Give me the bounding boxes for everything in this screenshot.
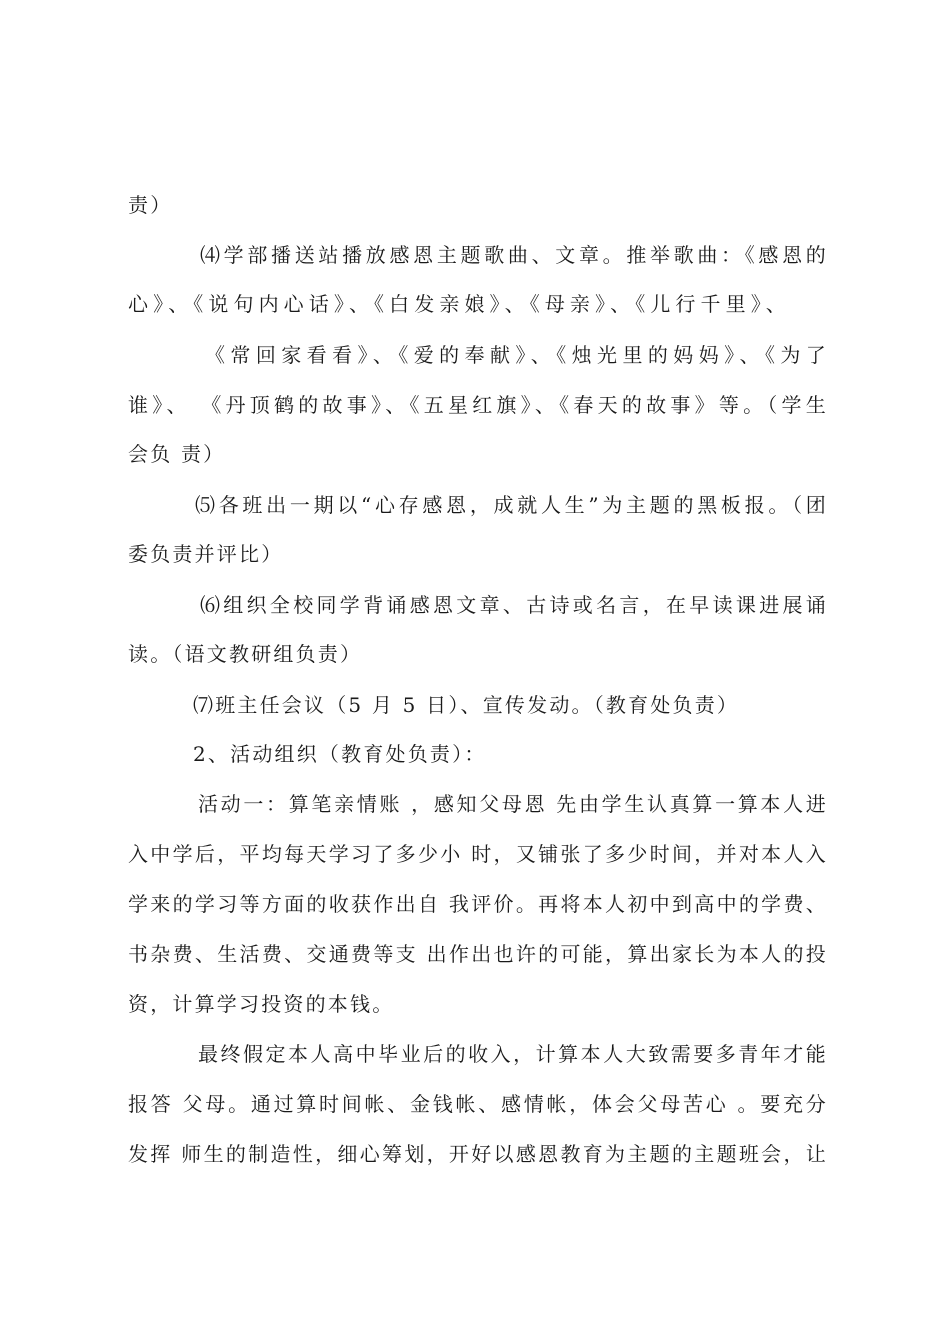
text-line: 最终假定本人高中毕业后的收入，计算本人大致需要多青年才能 <box>198 1042 828 1066</box>
text-line: 入中学后，平均每天学习了多少小 时，又铺张了多少时间，并对本人入 <box>128 842 828 866</box>
text-line: 责） <box>128 193 173 217</box>
text-line: 学来的学习等方面的收获作出自 我评价。再将本人初中到高中的学费、 <box>128 892 828 916</box>
text-line: 报答 父母。通过算时间帐、金钱帐、感情帐，体会父母苦心 。要充分 <box>128 1092 828 1116</box>
text-line: 《常回家看看》、《爱的奉献》、《烛光里的妈妈》、《为了 <box>205 343 828 367</box>
text-line: 发挥 师生的制造性，细心筹划，开好以感恩教育为主题的主题班会，让 <box>128 1142 828 1166</box>
text-line: 心》、《说句内心话》、《白发亲娘》、《母亲》、《儿行千里》、 <box>128 292 788 316</box>
text-line: ⑺班主任会议（5 月 5 日）、宣传发动。（教育处负责） <box>193 693 740 717</box>
text-line: ⑷学部播送站播放感恩主题歌曲、文章。推举歌曲：《感恩的 <box>200 243 828 267</box>
text-line: ⑹组织全校同学背诵感恩文章、古诗或名言，在早读课进展诵 <box>200 593 828 617</box>
text-line: 会负 责） <box>128 442 226 466</box>
text-line: 读。（语文教研组负责） <box>128 642 363 666</box>
text-line: 资，计算学习投资的本钱。 <box>128 992 395 1016</box>
text-line: 活动一：算笔亲情账 ，感知父母恩 先由学生认真算一算本人进 <box>198 792 828 816</box>
text-line: 委负责并评比） <box>128 542 284 566</box>
text-line: 谁》、 《丹顶鹤的故事》、《五星红旗》、《春天的故事》等。（学生 <box>128 393 828 417</box>
text-line: 2、活动组织（教育处负责）： <box>193 742 487 766</box>
text-line: ⑸各班出一期以“心存感恩，成就人生”为主题的黑板报。（团 <box>195 493 828 517</box>
text-line: 书杂费、生活费、交通费等支 出作出也许的可能，算出家长为本人的投 <box>128 942 828 966</box>
